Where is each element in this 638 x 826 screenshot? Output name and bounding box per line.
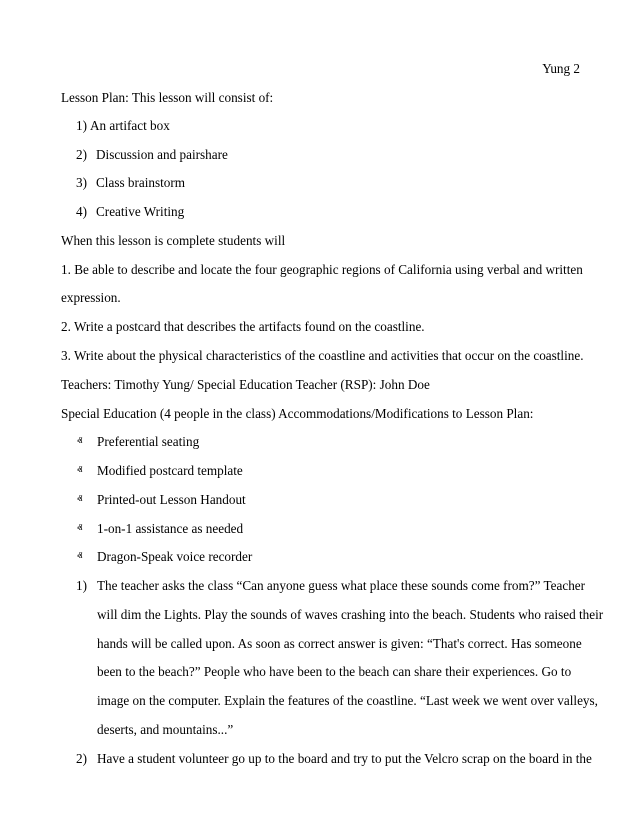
objective-line: 1. Be able to describe and locate the four geographic regions of California using verbal and written bbox=[61, 262, 583, 277]
bullet-icon: ⱏ bbox=[77, 522, 83, 535]
teachers-line: Teachers: Timothy Yung/ Special Education Teacher (RSP): John Doe bbox=[61, 377, 430, 392]
step-line: Have a student volunteer go up to the board and try to put the Velcro scrap on the board in the bbox=[97, 751, 592, 766]
special-ed-line: Special Education (4 people in the class) Accommodations/Modifications to Lesson Plan: bbox=[61, 406, 534, 421]
bullet-icon: ⱏ bbox=[77, 435, 83, 448]
accommodation-text: 1-on-1 assistance as needed bbox=[97, 521, 244, 536]
accommodation-text: Printed-out Lesson Handout bbox=[97, 492, 246, 507]
accommodation-text: Preferential seating bbox=[97, 434, 200, 449]
accommodation-text: Dragon-Speak voice recorder bbox=[97, 549, 253, 564]
step-line: deserts, and mountains...” bbox=[97, 722, 234, 737]
list-text: An artifact box bbox=[90, 118, 170, 133]
bullet-icon: ⱏ bbox=[77, 493, 83, 506]
list-number: 4) bbox=[76, 204, 87, 219]
list-number: 1) bbox=[76, 118, 87, 133]
list-text: Discussion and pairshare bbox=[96, 147, 228, 162]
step-line: hands will be called upon. As soon as correct answer is given: “That's correct. Has someone bbox=[97, 636, 582, 651]
list-text: Creative Writing bbox=[96, 204, 185, 219]
objective-line: 2. Write a postcard that describes the artifacts found on the coastline. bbox=[61, 319, 425, 334]
list-number: 3) bbox=[76, 175, 87, 190]
objective-line: 3. Write about the physical characteristics of the coastline and activities that occur on the coastline. bbox=[61, 348, 584, 363]
step-line: image on the computer. Explain the features of the coastline. “Last week we went over valleys, bbox=[97, 693, 598, 708]
bullet-icon: ⱏ bbox=[77, 464, 83, 477]
objective-line: expression. bbox=[61, 290, 121, 305]
list-text: Class brainstorm bbox=[96, 175, 186, 190]
step-number: 1) bbox=[76, 578, 87, 593]
step-number: 2) bbox=[76, 751, 87, 766]
step-line: been to the beach?” People who have been to the beach can share their experiences. Go to bbox=[97, 664, 572, 679]
running-head: Yung 2 bbox=[542, 61, 580, 76]
intro-line: Lesson Plan: This lesson will consist of: bbox=[61, 90, 274, 105]
objectives-intro: When this lesson is complete students will bbox=[61, 233, 286, 248]
step-line: will dim the Lights. Play the sounds of waves crashing into the beach. Students who raised their bbox=[97, 607, 604, 622]
list-number: 2) bbox=[76, 147, 87, 162]
bullet-icon: ⱏ bbox=[77, 550, 83, 563]
accommodation-text: Modified postcard template bbox=[97, 463, 243, 478]
step-line: The teacher asks the class “Can anyone guess what place these sounds come from?” Teacher bbox=[97, 578, 586, 593]
